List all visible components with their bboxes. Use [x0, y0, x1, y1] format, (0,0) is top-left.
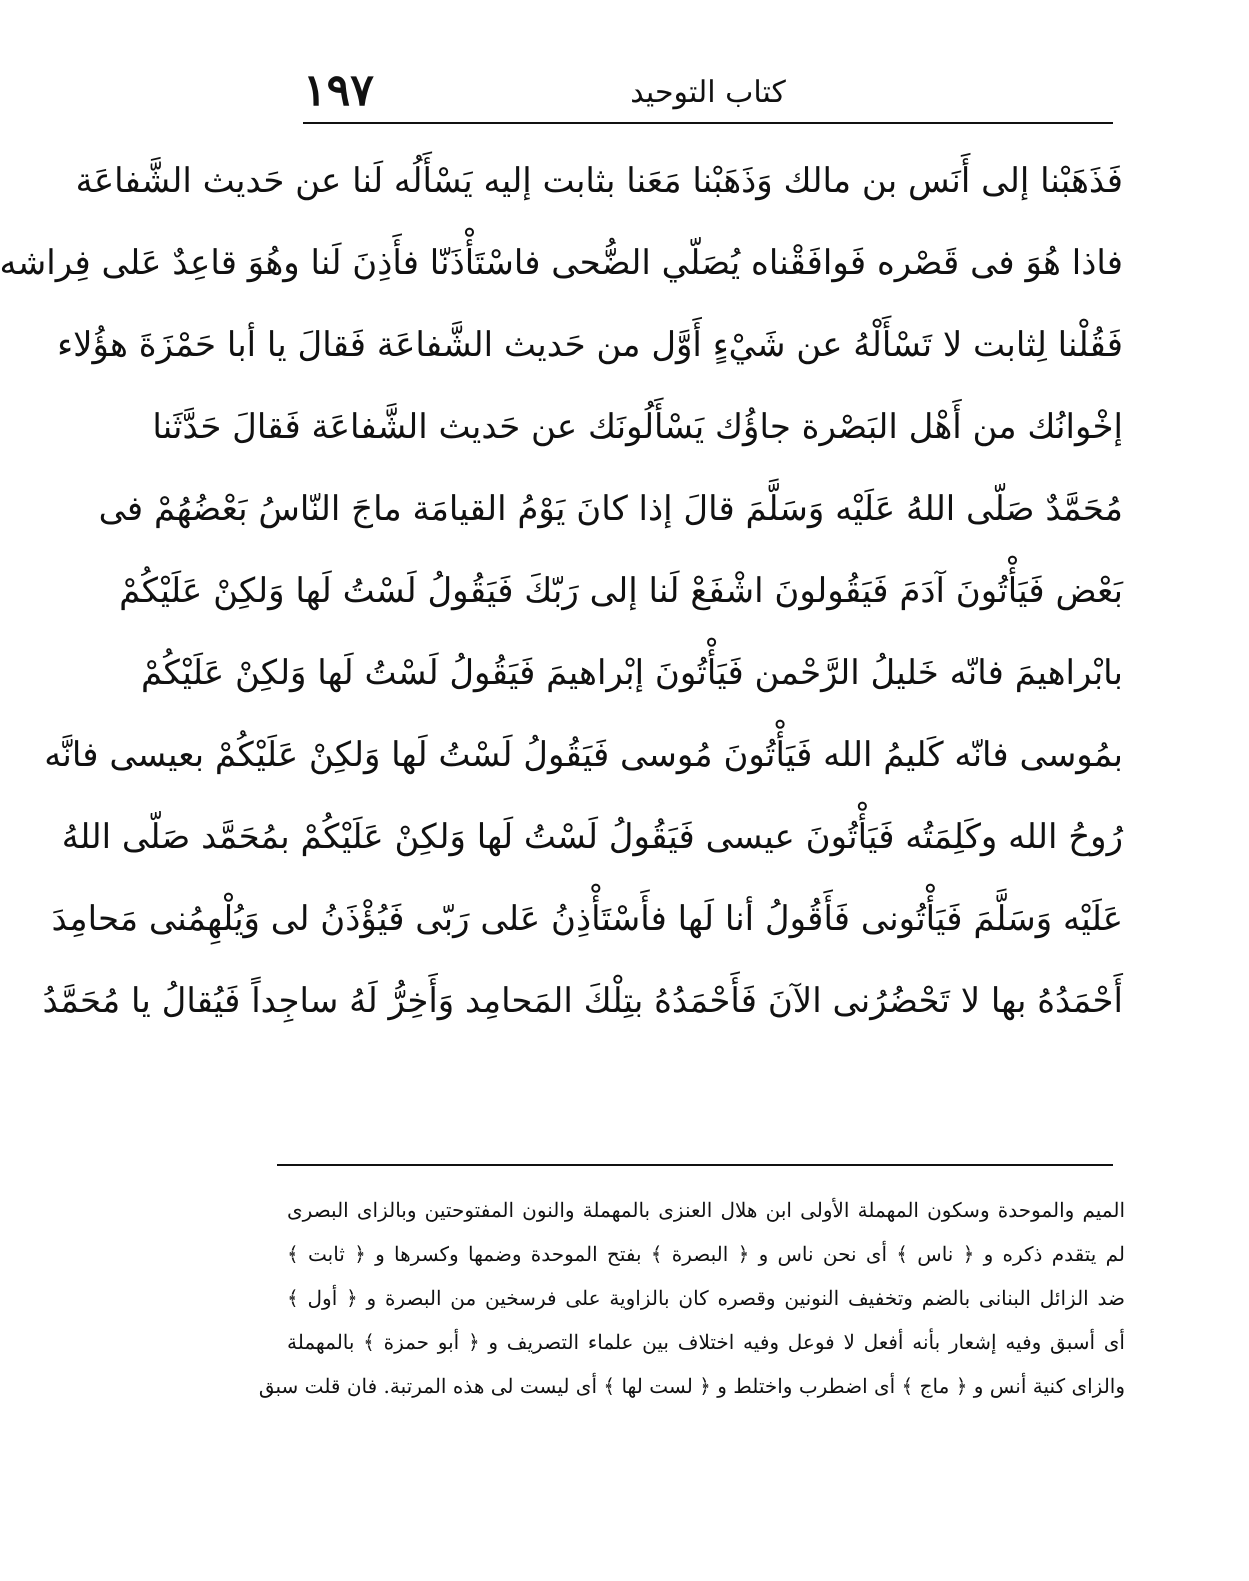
footnotes [258, 1188, 1125, 1408]
header-rule [303, 122, 1113, 124]
footnote-line: ضد الزائل البنانى بالضم وتخفيف النونين وقصره كان بالزاوية على فرسخين من البصرة و ﴿ أول ﴾ [287, 1286, 1125, 1310]
page-number: ١٩٧ [303, 65, 374, 116]
main-text-line: بَعْض فَيَأْتُونَ آدَمَ فَيَقُولونَ اشْفَعْ لَنا إلى رَبّكَ فَيَقُولُ لَسْتُ لَها وَلكِنْ عَلَيْكُمْ [119, 571, 1123, 611]
footnote-line: الميم والموحدة وسكون المهملة الأولى ابن هلال العنزى بالمهملة والنون المفتوحتين وبالزاى البصرى [287, 1198, 1125, 1222]
main-text-line: فَقُلْنا لِثابت لا تَسْأَلْهُ عن شَيْءٍ أَوَّل من حَديث الشَّفاعَة فَقالَ يا أبا حَمْزَةَ هؤُلاء [57, 325, 1123, 365]
footnote-line: أى أسبق وفيه إشعار بأنه أفعل لا فوعل وفيه اختلاف بين علماء التصريف و ﴿ أبو حمزة ﴾ بالمهملة [287, 1330, 1125, 1354]
main-text-line: إخْوانُك من أَهْل البَصْرة جاؤُك يَسْأَلُونَك عن حَديث الشَّفاعَة فَقالَ حَدَّثَنا [152, 407, 1123, 447]
main-text-line: عَلَيْه وَسَلَّمَ فَيَأْتُونى فَأَقُولُ أنا لَها فأَسْتَأْذِنُ عَلى رَبّى فَيُؤْذَنُ لى وَيُلْهِمُنى مَحامِدَ [51, 899, 1123, 939]
footnote-line: لم يتقدم ذكره و ﴿ ناس ﴾ أى نحن ناس و ﴿ البصرة ﴾ بفتح الموحدة وضمها وكسرها و ﴿ ثابت ﴾ [287, 1242, 1125, 1266]
main-text-line: رُوحُ الله وكَلِمَتُه فَيَأْتُونَ عيسى فَيَقُولُ لَسْتُ لَها وَلكِنْ عَلَيْكُمْ بمُحَمَّد صَلّى اللهُ [61, 817, 1123, 857]
main-text-line: أَحْمَدُهُ بها لا تَحْضُرُنى الآنَ فَأَحْمَدُهُ بتِلْكَ المَحامِد وَأَخِرُّ لَهُ ساجِداً فَيُقالُ يا مُحَمَّدُ [42, 981, 1123, 1021]
footnote-line: والزاى كنية أنس و ﴿ ماج ﴾ أى اضطرب واختلط و ﴿ لست لها ﴾ أى ليست لى هذه المرتبة. فان قلت سبق [258, 1374, 1125, 1398]
footnote-rule [277, 1164, 1113, 1166]
main-text-line: فاذا هُوَ فى قَصْره فَوافَقْناه يُصَلّي الضُّحى فاسْتَأْذَنّا فأَذِنَ لَنا وهُوَ قاعِدٌ عَلى فِراشه [0, 243, 1123, 283]
running-title: كتاب التوحيد [630, 75, 786, 110]
main-text-line: بابْراهيمَ فانّه خَليلُ الرَّحْمن فَيَأْتُونَ إبْراهيمَ فَيَقُولُ لَسْتُ لَها وَلكِنْ عَلَيْكُمْ [141, 653, 1123, 693]
main-text [0, 140, 1123, 1042]
main-text-line: بمُوسى فانّه كَليمُ الله فَيَأْتُونَ مُوسى فَيَقُولُ لَسْتُ لَها وَلكِنْ عَلَيْكُمْ بعيسى فانَّه [44, 735, 1123, 775]
main-text-line: مُحَمَّدٌ صَلّى اللهُ عَلَيْه وَسَلَّمَ قالَ إذا كانَ يَوْمُ القيامَة ماجَ النّاسُ بَعْضُهُمْ فى [98, 489, 1123, 529]
page-header [303, 64, 1113, 116]
main-text-line: فَذَهَبْنا إلى أَنَس بن مالك وَذَهَبْنا مَعَنا بثابت إليه يَسْأَلُه لَنا عن حَديث الشَّفاعَة [75, 161, 1123, 201]
